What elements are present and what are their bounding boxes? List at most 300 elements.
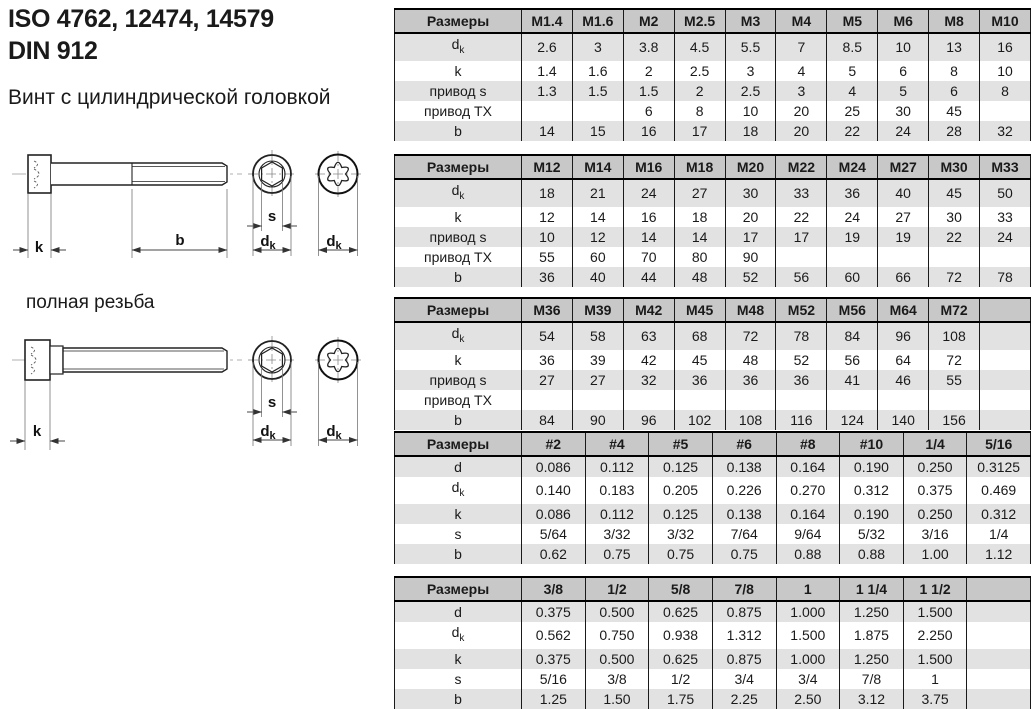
screw-head-side-view <box>28 155 51 193</box>
cell: 0.500 <box>585 601 649 622</box>
row-label: k <box>395 61 522 81</box>
cell: 1.00 <box>903 544 967 564</box>
cell: 6 <box>929 81 980 101</box>
cell: 20 <box>776 101 827 121</box>
cell: 6 <box>623 101 674 121</box>
dim-label-s: s <box>267 208 277 225</box>
cell: 0.75 <box>649 544 713 564</box>
metric-table-m12-m33 <box>394 154 1031 287</box>
table-row <box>395 524 1031 544</box>
cell: 1.500 <box>903 649 967 669</box>
column-header: 1 <box>776 577 840 601</box>
cell: 0.164 <box>776 504 840 524</box>
cell: 2.5 <box>674 61 725 81</box>
cell: 0.125 <box>649 504 713 524</box>
cell: 0.270 <box>776 477 840 504</box>
column-header: M1.4 <box>522 9 573 33</box>
column-header: #6 <box>712 432 776 456</box>
table-header-row <box>395 9 1031 33</box>
column-header: M56 <box>827 298 878 322</box>
column-header: M39 <box>572 298 623 322</box>
cell: 0.312 <box>967 504 1031 524</box>
cell <box>522 101 573 121</box>
cell: 90 <box>572 410 623 430</box>
cell: 0.138 <box>712 456 776 477</box>
cell: 72 <box>929 267 980 287</box>
cell: 30 <box>725 179 776 207</box>
sizes-header: Размеры <box>395 298 522 322</box>
cell: 1.4 <box>522 61 573 81</box>
column-header: M2 <box>623 9 674 33</box>
cell: 102 <box>674 410 725 430</box>
cell: 0.190 <box>840 504 904 524</box>
cell: 4 <box>776 61 827 81</box>
cell: 44 <box>623 267 674 287</box>
table-header-row <box>395 432 1031 456</box>
table-header-row <box>395 577 1031 601</box>
cell: 116 <box>776 410 827 430</box>
cell: 12 <box>522 207 573 227</box>
table-row <box>395 649 1031 669</box>
cell: 0.75 <box>712 544 776 564</box>
column-header: 1 1/2 <box>903 577 967 601</box>
cell: 156 <box>929 410 980 430</box>
cell: 27 <box>674 179 725 207</box>
cell: 1.000 <box>776 601 840 622</box>
cell: 14 <box>623 227 674 247</box>
table-row <box>395 267 1031 287</box>
column-header: M1.6 <box>572 9 623 33</box>
cell: 24 <box>623 179 674 207</box>
cell <box>522 390 573 410</box>
row-label: $d_k$ <box>395 33 522 61</box>
table-row <box>395 410 1031 430</box>
column-header: #8 <box>776 432 840 456</box>
cell: 60 <box>572 247 623 267</box>
cell: 84 <box>827 322 878 350</box>
cell: 18 <box>674 207 725 227</box>
cell: 50 <box>980 179 1031 207</box>
cell <box>674 390 725 410</box>
cell: 30 <box>878 101 929 121</box>
cell: 0.125 <box>649 456 713 477</box>
cell: 14 <box>522 121 573 141</box>
cell: 0.62 <box>522 544 586 564</box>
dim-label-s: s <box>267 394 277 411</box>
table-header-row <box>395 155 1031 179</box>
cell: 0.250 <box>903 456 967 477</box>
cell: 5.5 <box>725 33 776 61</box>
table-row <box>395 601 1031 622</box>
sizes-header: Размеры <box>395 577 522 601</box>
dim-label-dk: $d_k$ <box>326 233 342 252</box>
cell: 20 <box>725 207 776 227</box>
table-row <box>395 227 1031 247</box>
cell: 3/16 <box>903 524 967 544</box>
row-label: k <box>395 350 522 370</box>
cell: 8 <box>980 81 1031 101</box>
cell: 7/64 <box>712 524 776 544</box>
cell: 70 <box>623 247 674 267</box>
cell: 2.5 <box>725 81 776 101</box>
table-row <box>395 81 1031 101</box>
column-header: 7/8 <box>712 577 776 601</box>
cell: 3.12 <box>840 689 904 709</box>
imperial-table-3-8-1-1-2 <box>394 576 1031 709</box>
cell: 46 <box>878 370 929 390</box>
cell: 3.75 <box>903 689 967 709</box>
column-header: M64 <box>878 298 929 322</box>
cell: 55 <box>522 247 573 267</box>
cell: 1.12 <box>967 544 1031 564</box>
row-label: s <box>395 524 522 544</box>
column-header: M14 <box>572 155 623 179</box>
cell: 5/16 <box>522 669 586 689</box>
cell: 19 <box>827 227 878 247</box>
title-line-2: DIN 912 <box>8 36 98 65</box>
cell: 0.875 <box>712 649 776 669</box>
column-header: M42 <box>623 298 674 322</box>
cell: 1.000 <box>776 649 840 669</box>
cell <box>827 247 878 267</box>
cell: 0.086 <box>522 456 586 477</box>
cell: 4.5 <box>674 33 725 61</box>
row-label: b <box>395 689 522 709</box>
cell: 22 <box>776 207 827 227</box>
table-header-row <box>395 298 1031 322</box>
cell: 0.562 <box>522 622 586 649</box>
cell: 66 <box>878 267 929 287</box>
cell: 0.500 <box>585 649 649 669</box>
cell: 0.312 <box>840 477 904 504</box>
screw-shank <box>63 348 227 372</box>
cell: 19 <box>878 227 929 247</box>
cell: 3/32 <box>649 524 713 544</box>
cell: 55 <box>929 370 980 390</box>
row-label: привод TX <box>395 390 522 410</box>
cell: 28 <box>929 121 980 141</box>
cell: 33 <box>776 179 827 207</box>
cell: 27 <box>522 370 573 390</box>
cell <box>572 390 623 410</box>
neck-collar <box>50 346 63 374</box>
cell: 90 <box>725 247 776 267</box>
row-label: b <box>395 121 522 141</box>
cell: 84 <box>522 410 573 430</box>
column-header: 1/4 <box>903 432 967 456</box>
cell <box>725 390 776 410</box>
cell <box>980 247 1031 267</box>
column-header: #10 <box>840 432 904 456</box>
cell: 40 <box>878 179 929 207</box>
cell: 33 <box>980 207 1031 227</box>
column-header: M3 <box>725 9 776 33</box>
column-header: M18 <box>674 155 725 179</box>
cell: 124 <box>827 410 878 430</box>
cell: 0.625 <box>649 601 713 622</box>
table-row <box>395 370 1031 390</box>
column-header: M24 <box>827 155 878 179</box>
column-header: 1/2 <box>585 577 649 601</box>
cell: 3/4 <box>776 669 840 689</box>
row-label: s <box>395 669 522 689</box>
column-header: M30 <box>929 155 980 179</box>
column-header <box>980 298 1031 322</box>
column-header: M6 <box>878 9 929 33</box>
row-label: d <box>395 456 522 477</box>
cell: 5/64 <box>522 524 586 544</box>
row-label: b <box>395 267 522 287</box>
cell: 21 <box>572 179 623 207</box>
cell <box>980 322 1031 350</box>
sizes-header: Размеры <box>395 432 522 456</box>
cell: 7/8 <box>840 669 904 689</box>
cell: 1 <box>903 669 967 689</box>
dim-label-k: k <box>32 423 42 440</box>
sizes-header: Размеры <box>395 9 522 33</box>
column-header: 5/16 <box>967 432 1031 456</box>
cell: 14 <box>572 207 623 227</box>
cell: 0.88 <box>840 544 904 564</box>
cell: 0.469 <box>967 477 1031 504</box>
cell: 18 <box>725 121 776 141</box>
cell: 1.25 <box>522 689 586 709</box>
row-label: d <box>395 601 522 622</box>
metric-table-m36-m72 <box>394 297 1031 430</box>
cell: 0.88 <box>776 544 840 564</box>
column-header: M33 <box>980 155 1031 179</box>
cell: 4 <box>827 81 878 101</box>
cell: 56 <box>827 350 878 370</box>
cell: 1.250 <box>840 601 904 622</box>
row-label: b <box>395 544 522 564</box>
cell: 0.138 <box>712 504 776 524</box>
cell: 9/64 <box>776 524 840 544</box>
cell: 78 <box>980 267 1031 287</box>
row-label: привод TX <box>395 101 522 121</box>
column-header: M5 <box>827 9 878 33</box>
table-row <box>395 544 1031 564</box>
cell: 8 <box>674 101 725 121</box>
cell <box>967 601 1031 622</box>
cell: 20 <box>776 121 827 141</box>
column-header: M16 <box>623 155 674 179</box>
cell: 64 <box>878 350 929 370</box>
cell: 45 <box>929 101 980 121</box>
cell: 48 <box>725 350 776 370</box>
cell: 96 <box>623 410 674 430</box>
screw-head-side-view <box>25 340 50 380</box>
cell: 39 <box>572 350 623 370</box>
cell: 1.875 <box>840 622 904 649</box>
cell: 60 <box>827 267 878 287</box>
cell: 32 <box>623 370 674 390</box>
metric-table-m1p4-m10 <box>394 8 1031 141</box>
cell: 5/32 <box>840 524 904 544</box>
table-row <box>395 207 1031 227</box>
cell: 36 <box>522 350 573 370</box>
cell: 78 <box>776 322 827 350</box>
cell: 108 <box>929 322 980 350</box>
cell: 32 <box>980 121 1031 141</box>
cell <box>878 247 929 267</box>
dim-label-k: k <box>34 239 44 256</box>
table-row <box>395 247 1031 267</box>
column-header: M20 <box>725 155 776 179</box>
page-title <box>8 4 274 67</box>
cell: 0.226 <box>712 477 776 504</box>
cell <box>827 390 878 410</box>
cell: 2.25 <box>712 689 776 709</box>
cell: 0.75 <box>585 544 649 564</box>
column-header: M52 <box>776 298 827 322</box>
cell: 8.5 <box>827 33 878 61</box>
cell <box>980 370 1031 390</box>
row-label: привод s <box>395 370 522 390</box>
cell: 40 <box>572 267 623 287</box>
cell: 3 <box>776 81 827 101</box>
column-header: #4 <box>585 432 649 456</box>
cell: 0.190 <box>840 456 904 477</box>
cell <box>929 247 980 267</box>
column-header: M8 <box>929 9 980 33</box>
cell: 0.205 <box>649 477 713 504</box>
table-row <box>395 504 1031 524</box>
cell: 1.312 <box>712 622 776 649</box>
cell: 0.250 <box>903 504 967 524</box>
cell <box>929 390 980 410</box>
cell: 0.112 <box>585 504 649 524</box>
column-header: M4 <box>776 9 827 33</box>
cell: 24 <box>980 227 1031 247</box>
cell: 140 <box>878 410 929 430</box>
cell: 52 <box>725 267 776 287</box>
cell <box>967 689 1031 709</box>
cell <box>623 390 674 410</box>
cell: 15 <box>572 121 623 141</box>
title-line-1: ISO 4762, 12474, 14579 <box>8 5 274 33</box>
cell: 0.375 <box>903 477 967 504</box>
cell: 72 <box>725 322 776 350</box>
cell: 5 <box>878 81 929 101</box>
table-row <box>395 61 1031 81</box>
cell: 5 <box>827 61 878 81</box>
cell: 96 <box>878 322 929 350</box>
cell: 1.3 <box>522 81 573 101</box>
cell: 36 <box>674 370 725 390</box>
cell: 0.938 <box>649 622 713 649</box>
cell: 0.375 <box>522 649 586 669</box>
full-thread-label: полная резьба <box>26 292 155 313</box>
cell: 36 <box>522 267 573 287</box>
table-row <box>395 622 1031 649</box>
column-header: M12 <box>522 155 573 179</box>
table-row <box>395 390 1031 410</box>
cell: 1.250 <box>840 649 904 669</box>
cell: 36 <box>827 179 878 207</box>
dim-label-dk: $d_k$ <box>260 423 276 442</box>
dim-label-dk: $d_k$ <box>326 423 342 442</box>
cell: 52 <box>776 350 827 370</box>
cell: 36 <box>776 370 827 390</box>
cell: 2.6 <box>522 33 573 61</box>
dim-label-dk: $d_k$ <box>260 233 276 252</box>
cell: 0.375 <box>522 601 586 622</box>
table-row <box>395 179 1031 207</box>
row-label: b <box>395 410 522 430</box>
cell: 0.750 <box>585 622 649 649</box>
cell: 10 <box>725 101 776 121</box>
cell: 2 <box>674 81 725 101</box>
cell: 48 <box>674 267 725 287</box>
cell: 3/8 <box>585 669 649 689</box>
cell: 10 <box>522 227 573 247</box>
cell: 2.50 <box>776 689 840 709</box>
cell: 17 <box>776 227 827 247</box>
cell: 24 <box>878 121 929 141</box>
cell: 45 <box>929 179 980 207</box>
cell: 56 <box>776 267 827 287</box>
cell: 3 <box>572 33 623 61</box>
row-label: $d_k$ <box>395 322 522 350</box>
table-row <box>395 477 1031 504</box>
column-header: #2 <box>522 432 586 456</box>
cell: 30 <box>929 207 980 227</box>
sizes-header: Размеры <box>395 155 522 179</box>
cell: 2 <box>623 61 674 81</box>
table-row <box>395 33 1031 61</box>
cell <box>776 247 827 267</box>
cell: 0.140 <box>522 477 586 504</box>
column-header: #5 <box>649 432 713 456</box>
cell: 0.112 <box>585 456 649 477</box>
cell: 42 <box>623 350 674 370</box>
cell: 1.75 <box>649 689 713 709</box>
cell <box>776 390 827 410</box>
row-label: привод s <box>395 81 522 101</box>
table-row <box>395 669 1031 689</box>
cell: 6 <box>878 61 929 81</box>
cell: 72 <box>929 350 980 370</box>
cell: 8 <box>929 61 980 81</box>
column-header: 5/8 <box>649 577 713 601</box>
cell: 0.183 <box>585 477 649 504</box>
cell: 18 <box>522 179 573 207</box>
cell: 13 <box>929 33 980 61</box>
cell: 3 <box>725 61 776 81</box>
cell: 1.5 <box>623 81 674 101</box>
cell: 16 <box>980 33 1031 61</box>
cell <box>967 622 1031 649</box>
cell: 1.5 <box>572 81 623 101</box>
row-label: привод TX <box>395 247 522 267</box>
cell: 36 <box>725 370 776 390</box>
cell <box>980 390 1031 410</box>
cell: 27 <box>878 207 929 227</box>
cell <box>967 649 1031 669</box>
cell: 80 <box>674 247 725 267</box>
cell: 1.500 <box>903 601 967 622</box>
column-header: 3/8 <box>522 577 586 601</box>
row-label: $d_k$ <box>395 179 522 207</box>
row-label: k <box>395 504 522 524</box>
cell: 1/4 <box>967 524 1031 544</box>
cell: 1.50 <box>585 689 649 709</box>
cell: 16 <box>623 207 674 227</box>
table-row <box>395 689 1031 709</box>
cell: 27 <box>572 370 623 390</box>
cell: 41 <box>827 370 878 390</box>
